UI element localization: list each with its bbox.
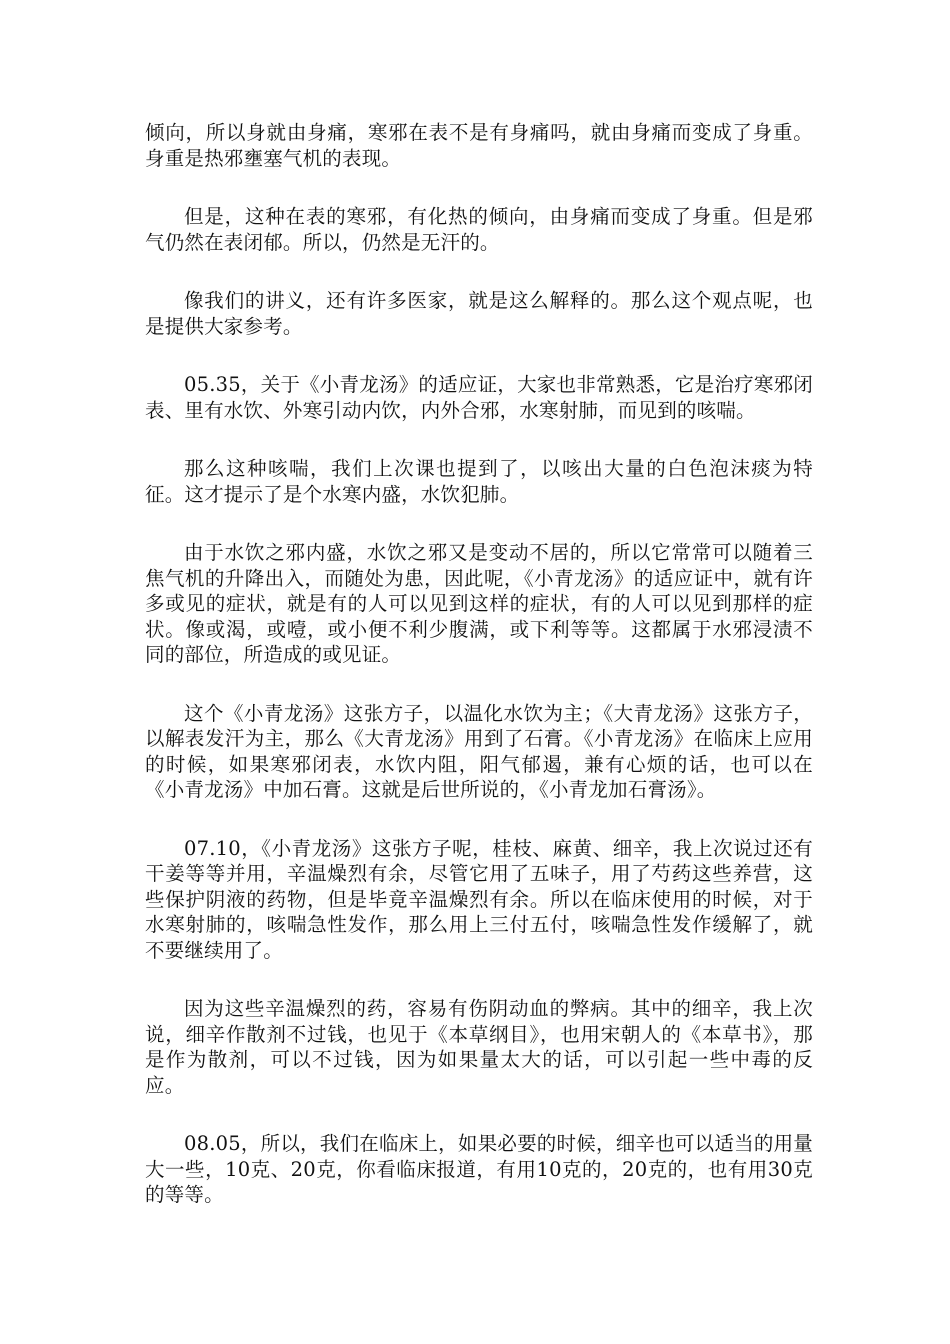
- document-body: [145, 120, 813, 1241]
- paragraph-6: 由于水饮之邪内盛，水饮之邪又是变动不居的，所以它常常可以随着三焦气机的升降出入，而随处为患，因此呢，《小青龙汤》的适应证中，就有许多或见的症状，就是有的人可以见到这样的症状，有的人可以见到那样的症状。像或渴，或噎，或小便不利少腹满，或下利等等。这都属于水邪浸渍不同的部位，所造成的或见证。: [145, 541, 813, 666]
- paragraph-5: 那么这种咳喘，我们上次课也提到了，以咳出大量的白色泡沫痰为特征。这才提示了是个水寒内盛，水饮犯肺。: [145, 457, 813, 506]
- paragraph-8: 07.10，《小青龙汤》这张方子呢，桂枝、麻黄、细辛，我上次说过还有干姜等等并用，辛温燥烈有余，尽管它用了五味子，用了芍药这些养营，这些保护阴液的药物，但是毕竟辛温燥烈有余。所以在临床使用的时候，对于水寒射肺的，咳喘急性发作，那么用上三付五付，咳喘急性发作缓解了，就不要继续用了。: [145, 836, 813, 962]
- paragraph-4: 05.35，关于《小青龙汤》的适应证，大家也非常熟悉，它是治疗寒邪闭表、里有水饮、外寒引动内饮，内外合邪，水寒射肺，而见到的咳喘。: [145, 373, 813, 422]
- paragraph-1: 倾向，所以身就由身痛，寒邪在表不是有身痛吗，就由身痛而变成了身重。身重是热邪壅塞气机的表现。: [145, 121, 813, 170]
- paragraph-9: 因为这些辛温燥烈的药，容易有伤阴动血的弊病。其中的细辛，我上次说，细辛作散剂不过钱，也见于《本草纲目》，也用宋朝人的《本草书》，那是作为散剂，可以不过钱，因为如果量太大的话，可以引起一些中毒的反应。: [145, 997, 813, 1097]
- paragraph-2: 但是，这种在表的寒邪，有化热的倾向，由身痛而变成了身重。但是邪气仍然在表闭郁。所以，仍然是无汗的。: [145, 205, 813, 254]
- paragraph-3: 像我们的讲义，还有许多医家，就是这么解释的。那么这个观点呢，也是提供大家参考。: [145, 289, 813, 338]
- paragraph-10: 08.05，所以，我们在临床上，如果必要的时候，细辛也可以适当的用量大一些，10克、20克，你看临床报道，有用10克的，20克的，也有用30克的等等。: [145, 1132, 813, 1206]
- paragraph-7: 这个《小青龙汤》这张方子，以温化水饮为主；《大青龙汤》这张方子，以解表发汗为主，那么《大青龙汤》用到了石膏。《小青龙汤》在临床上应用的时候，如果寒邪闭表，水饮内阻，阳气郁遏，兼有心烦的话，也可以在《小青龙汤》中加石膏。这就是后世所说的，《小青龙加石膏汤》。: [145, 701, 813, 801]
